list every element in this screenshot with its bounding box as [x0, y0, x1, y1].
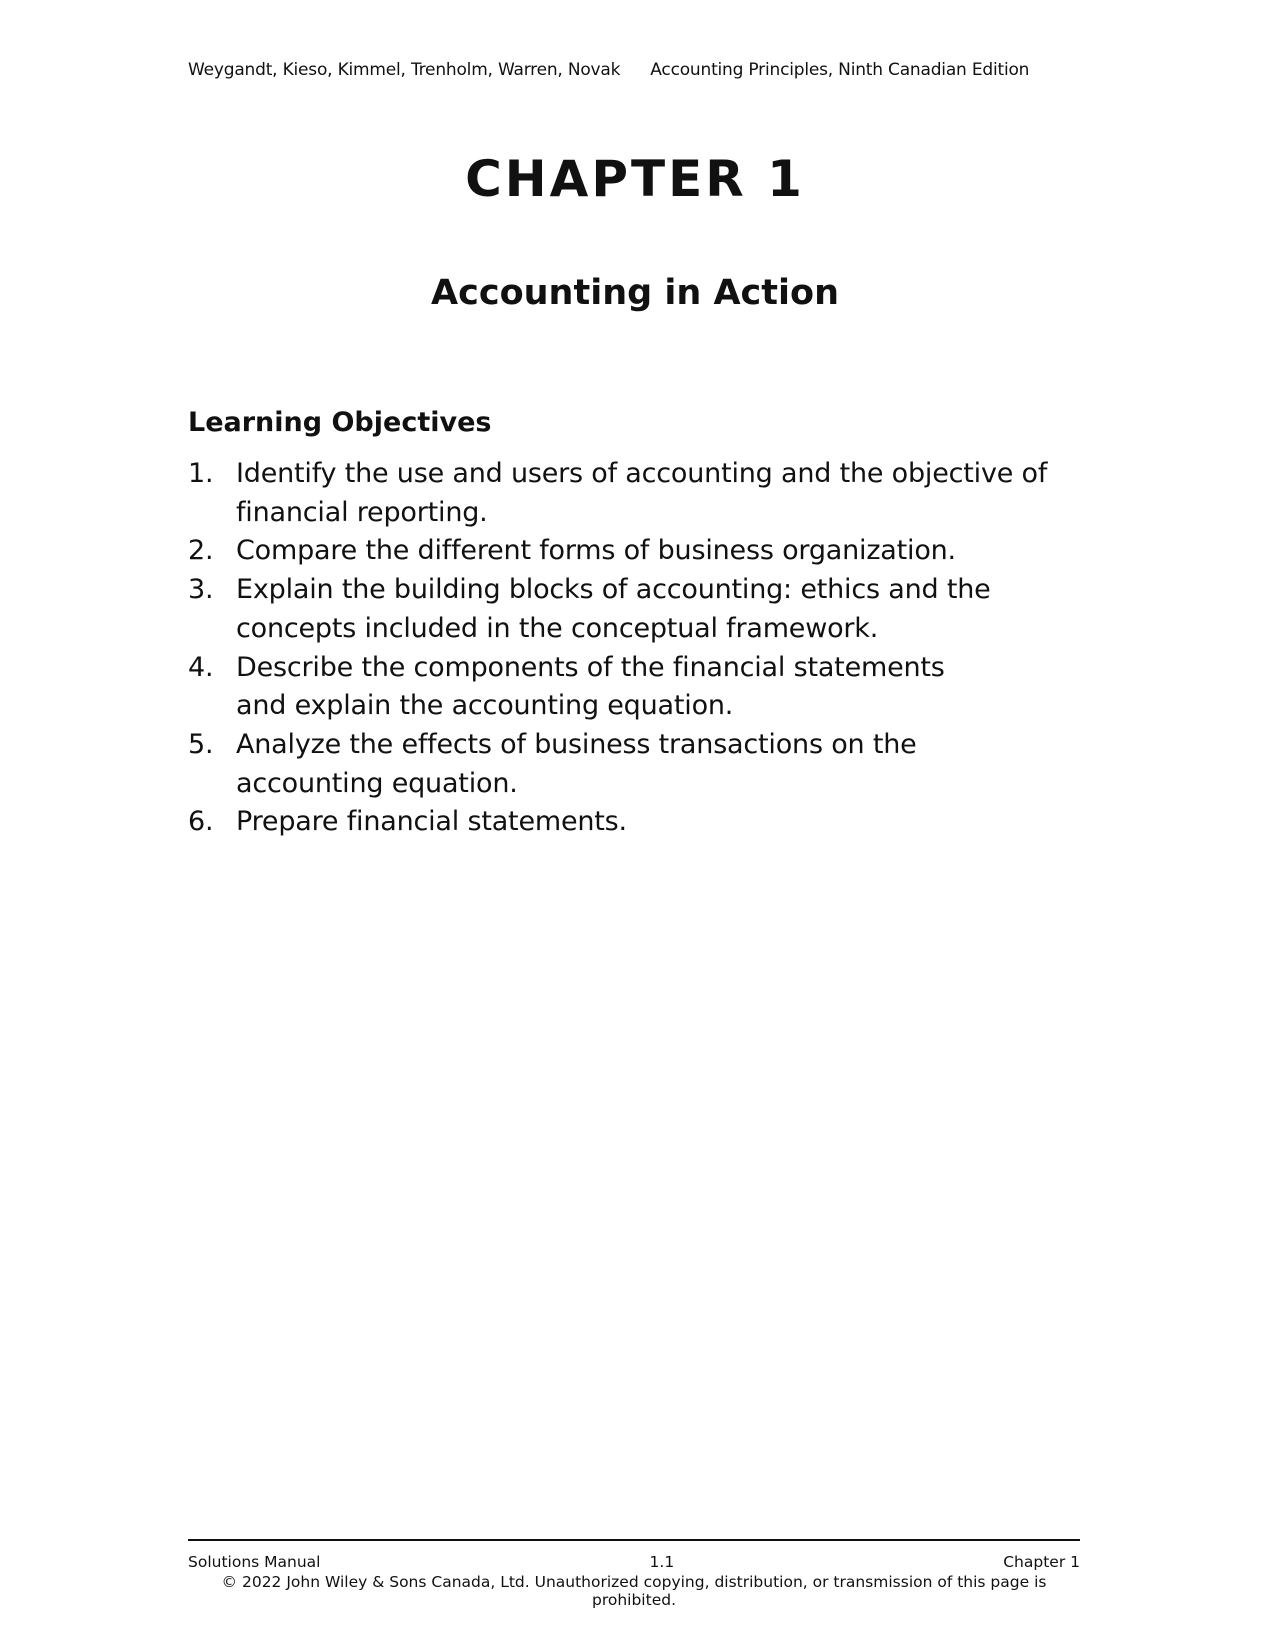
- item-text: Explain the building blocks of accounting: ethics and the concepts included in the conceptual framework.: [236, 574, 991, 644]
- list-item: [188, 803, 1068, 842]
- running-header: [188, 60, 1029, 80]
- chapter-title: CHAPTER 1: [465, 150, 805, 208]
- list-item: [188, 649, 1068, 726]
- header-authors: Weygandt, Kieso, Kimmel, Trenholm, Warren, Novak: [188, 60, 621, 80]
- item-number: 5.: [188, 728, 214, 760]
- page-number: 1.1: [649, 1553, 675, 1571]
- list-item: [188, 455, 1068, 532]
- item-text: Describe the components of the financial statements and explain the accounting equation.: [236, 651, 945, 722]
- copyright-notice: © 2022 John Wiley & Sons Canada, Ltd. Unauthorized copying, distribution, or transmission of this page is prohibited.: [221, 1573, 1047, 1609]
- page-footer: [188, 1553, 1080, 1609]
- item-number: 6.: [188, 806, 214, 838]
- item-text: Identify the use and users of accounting and the objective of financial reporting.: [236, 458, 1048, 528]
- chapter-subtitle: Accounting in Action: [431, 273, 839, 313]
- item-text: Analyze the effects of business transactions on the accounting equation.: [236, 728, 917, 799]
- list-item: [188, 532, 1068, 571]
- item-number: 3.: [188, 574, 214, 606]
- item-number: 1.: [188, 458, 214, 489]
- item-number: 4.: [188, 651, 214, 683]
- footer-divider: [188, 1539, 1080, 1541]
- footer-right: Chapter 1: [1003, 1553, 1080, 1571]
- list-item: [188, 726, 1068, 803]
- footer-left: Solutions Manual: [188, 1553, 321, 1571]
- item-text: Compare the different forms of business organization.: [236, 535, 956, 567]
- item-number: 2.: [188, 535, 214, 567]
- item-text: Prepare financial statements.: [236, 806, 627, 838]
- learning-objectives-list: [188, 455, 1068, 842]
- learning-objectives-heading: Learning Objectives: [188, 407, 492, 438]
- header-book-title: Accounting Principles, Ninth Canadian Edition: [650, 60, 1030, 80]
- list-item: [188, 571, 1068, 648]
